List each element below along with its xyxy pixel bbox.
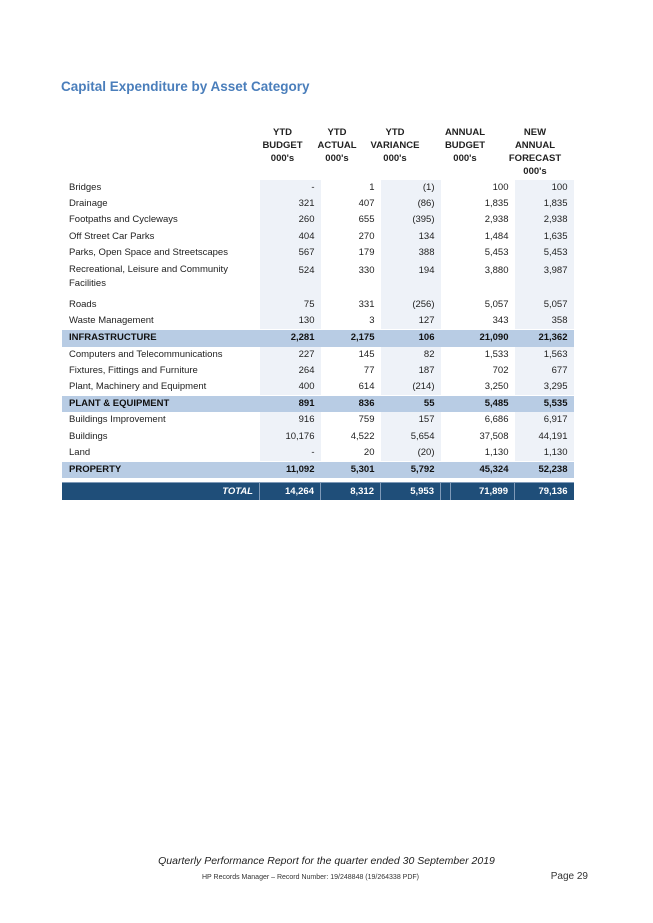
ytd-variance-cell: 194 (381, 261, 441, 297)
ytd-actual-cell: 655 (358, 214, 375, 226)
page-title: Capital Expenditure by Asset Category (61, 79, 310, 94)
subtotal-row (62, 330, 574, 347)
ytd-actual-cell: 759 (358, 414, 375, 426)
capex-table (62, 180, 574, 500)
ytd-variance-cell: 127 (381, 313, 441, 330)
annual-budget-cell: 1,835 (484, 198, 509, 210)
subtotal-row (62, 396, 574, 413)
ytd-actual-cell: 145 (358, 348, 375, 360)
ytd-budget-cell: - (260, 180, 321, 196)
forecast-cell: 1,130 (515, 445, 574, 462)
table-row (62, 212, 574, 228)
ytd-actual-cell: 2,175 (321, 330, 381, 347)
header-new-annual-forecast: NEW ANNUAL FORECAST 000's (508, 127, 562, 177)
ytd-budget-cell: 264 (260, 363, 321, 379)
ytd-actual-cell: 614 (358, 380, 375, 392)
row-label: Footpaths and Cycleways (69, 214, 178, 226)
ytd-actual-cell: 407 (358, 198, 375, 210)
annual-budget-cell: 1,484 (484, 230, 509, 242)
report-footer: Quarterly Performance Report for the quarter ended 30 September 2019 (158, 855, 495, 867)
annual-budget-cell: 100 (492, 182, 509, 194)
ytd-actual-cell: 20 (363, 446, 375, 458)
column-gap (441, 313, 451, 330)
forecast-cell: 21,362 (515, 330, 574, 347)
annual-budget-cell: 5,057 (484, 299, 509, 311)
total-ytd-actual: 8,312 (321, 483, 381, 501)
forecast-cell: 1,635 (515, 229, 574, 245)
ytd-variance-cell: 5,792 (381, 461, 441, 478)
column-gap (441, 180, 451, 196)
annual-budget-cell: 3,880 (484, 264, 509, 276)
forecast-cell: 3,987 (515, 261, 574, 297)
row-label: Computers and Telecommunications (69, 348, 223, 360)
ytd-variance-cell: (256) (381, 297, 441, 313)
row-label: Bridges (69, 182, 102, 194)
row-label: Fixtures, Fittings and Furniture (69, 364, 198, 376)
row-label: Plant, Machinery and Equipment (69, 380, 207, 392)
ytd-variance-cell: (395) (381, 212, 441, 228)
row-label: Drainage (69, 198, 108, 210)
ytd-budget-cell: 891 (260, 396, 321, 413)
total-row (62, 483, 574, 501)
ytd-budget-cell: 260 (260, 212, 321, 228)
ytd-variance-cell: (86) (381, 196, 441, 212)
ytd-actual-cell: 77 (363, 364, 375, 376)
forecast-cell: 5,057 (515, 297, 574, 313)
table-row (62, 445, 574, 462)
header-ytd-actual: YTD ACTUAL 000's (317, 127, 357, 164)
ytd-variance-cell: 106 (381, 330, 441, 347)
row-label: PROPERTY (62, 461, 260, 478)
ytd-variance-cell: 157 (381, 412, 441, 428)
column-gap (441, 445, 451, 462)
column-gap (441, 196, 451, 212)
ytd-budget-cell: 10,176 (260, 428, 321, 444)
total-ytd-budget: 14,264 (260, 483, 321, 501)
table-row (62, 412, 574, 428)
column-gap (441, 379, 451, 396)
column-gap (441, 363, 451, 379)
ytd-variance-cell: 134 (381, 229, 441, 245)
table-row (62, 261, 574, 297)
annual-budget-cell: 1,533 (484, 348, 509, 360)
annual-budget-cell: 37,508 (479, 430, 509, 442)
table-row (62, 196, 574, 212)
total-annual-budget: 71,899 (451, 483, 515, 501)
ytd-budget-cell: 916 (260, 412, 321, 428)
table-row (62, 313, 574, 330)
ytd-actual-cell: 1 (369, 182, 375, 194)
row-label: Roads (69, 299, 97, 311)
ytd-budget-cell: 524 (260, 261, 321, 297)
ytd-budget-cell: 2,281 (260, 330, 321, 347)
annual-budget-cell: 6,686 (484, 414, 509, 426)
forecast-cell: 2,938 (515, 212, 574, 228)
column-gap (441, 461, 451, 478)
row-label: INFRASTRUCTURE (62, 330, 260, 347)
forecast-cell: 358 (515, 313, 574, 330)
row-label: Off Street Car Parks (69, 230, 155, 242)
ytd-budget-cell: 321 (260, 196, 321, 212)
ytd-budget-cell: - (260, 445, 321, 462)
table-row (62, 245, 574, 261)
ytd-actual-cell: 330 (358, 264, 375, 276)
ytd-variance-cell: 388 (381, 245, 441, 261)
column-gap (441, 245, 451, 261)
annual-budget-cell: 21,090 (451, 330, 515, 347)
annual-budget-cell: 343 (492, 315, 509, 327)
ytd-variance-cell: 55 (381, 396, 441, 413)
annual-budget-cell: 5,453 (484, 246, 509, 258)
column-gap (441, 229, 451, 245)
annual-budget-cell: 3,250 (484, 380, 509, 392)
column-gap (441, 412, 451, 428)
forecast-cell: 44,191 (515, 428, 574, 444)
ytd-budget-cell: 11,092 (260, 461, 321, 478)
total-label: TOTAL (62, 483, 260, 501)
column-gap (441, 330, 451, 347)
total-forecast: 79,136 (515, 483, 574, 501)
ytd-budget-cell: 75 (260, 297, 321, 313)
ytd-budget-cell: 567 (260, 245, 321, 261)
forecast-cell: 1,835 (515, 196, 574, 212)
ytd-budget-cell: 404 (260, 229, 321, 245)
ytd-variance-cell: (20) (381, 445, 441, 462)
table-row (62, 363, 574, 379)
row-label: Waste Management (69, 315, 154, 327)
column-gap (441, 347, 451, 363)
page-number: Page 29 (550, 871, 588, 882)
column-gap (441, 396, 451, 413)
column-gap (441, 261, 451, 297)
row-label: Land (69, 446, 91, 458)
row-label: Parks, Open Space and Streetscapes (69, 246, 228, 258)
table-row (62, 347, 574, 363)
forecast-cell: 3,295 (515, 379, 574, 396)
header-ytd-budget: YTD BUDGET 000's (262, 127, 303, 164)
ytd-budget-cell: 400 (260, 379, 321, 396)
ytd-variance-cell: (1) (381, 180, 441, 196)
ytd-actual-cell: 179 (358, 246, 375, 258)
header-annual-budget: ANNUAL BUDGET 000's (444, 127, 486, 164)
table-row (62, 229, 574, 245)
forecast-cell: 6,917 (515, 412, 574, 428)
column-gap (441, 428, 451, 444)
row-label: Buildings (69, 430, 108, 442)
annual-budget-cell: 702 (492, 364, 509, 376)
column-gap (441, 212, 451, 228)
annual-budget-cell: 2,938 (484, 214, 509, 226)
table-row (62, 180, 574, 196)
ytd-actual-cell: 270 (358, 230, 375, 242)
table-row (62, 297, 574, 313)
row-label: Recreational, Leisure and Community Facilities (69, 263, 228, 289)
ytd-variance-cell: (214) (381, 379, 441, 396)
row-label: PLANT & EQUIPMENT (62, 396, 260, 413)
column-gap (441, 483, 451, 501)
annual-budget-cell: 45,324 (451, 461, 515, 478)
ytd-actual-cell: 5,301 (321, 461, 381, 478)
table-row (62, 379, 574, 396)
ytd-variance-cell: 82 (381, 347, 441, 363)
forecast-cell: 100 (515, 180, 574, 196)
table-row (62, 428, 574, 444)
column-gap (441, 297, 451, 313)
forecast-cell: 52,238 (515, 461, 574, 478)
forecast-cell: 677 (515, 363, 574, 379)
header-ytd-variance: YTD VARIANCE 000's (370, 127, 420, 164)
ytd-variance-cell: 5,654 (381, 428, 441, 444)
ytd-actual-cell: 3 (369, 315, 375, 327)
annual-budget-cell: 1,130 (484, 446, 509, 458)
forecast-cell: 1,563 (515, 347, 574, 363)
column-headers (62, 126, 572, 177)
ytd-budget-cell: 130 (260, 313, 321, 330)
ytd-actual-cell: 331 (358, 299, 375, 311)
total-ytd-variance: 5,953 (381, 483, 441, 501)
ytd-variance-cell: 187 (381, 363, 441, 379)
ytd-actual-cell: 836 (321, 396, 381, 413)
annual-budget-cell: 5,485 (451, 396, 515, 413)
record-number: HP Records Manager – Record Number: 19/248848 (19/264338 PDF) (202, 874, 419, 881)
subtotal-row (62, 461, 574, 478)
ytd-actual-cell: 4,522 (350, 430, 375, 442)
ytd-budget-cell: 227 (260, 347, 321, 363)
forecast-cell: 5,453 (515, 245, 574, 261)
forecast-cell: 5,535 (515, 396, 574, 413)
row-label: Buildings Improvement (69, 414, 166, 426)
